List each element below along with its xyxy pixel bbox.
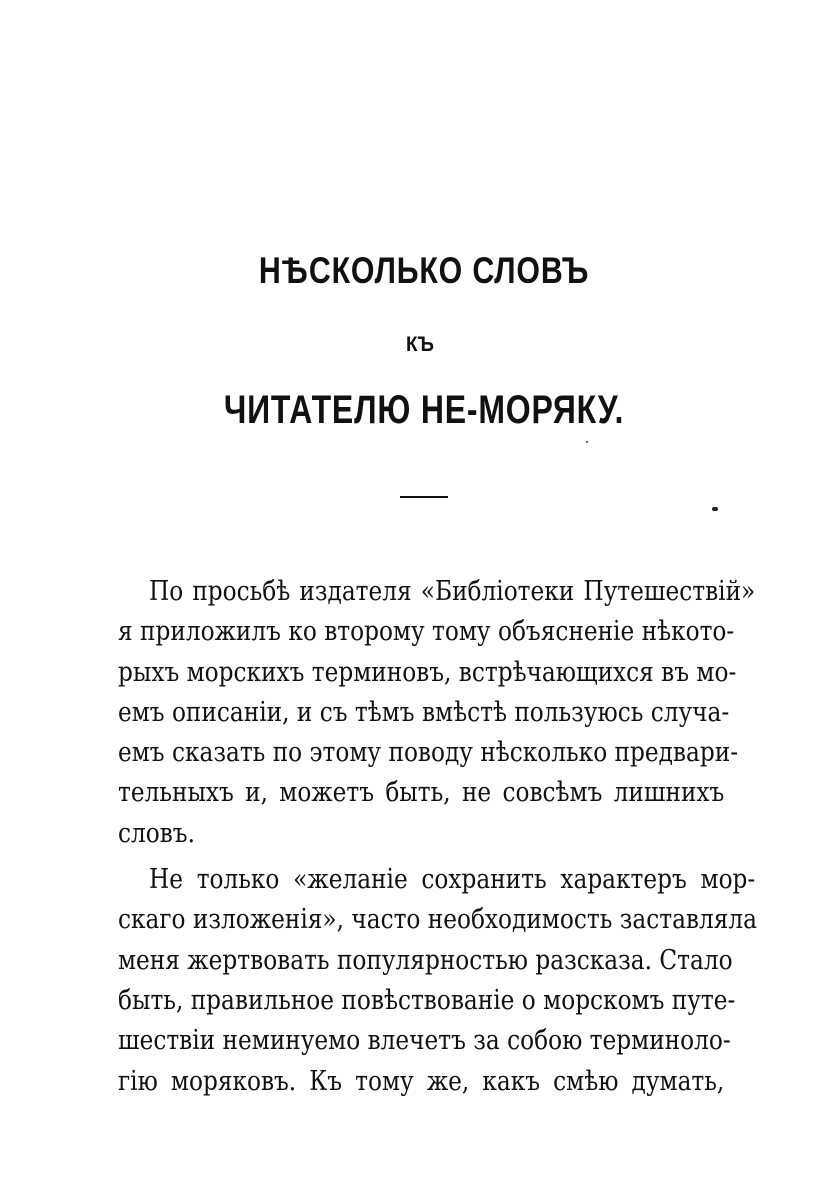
text-line: словъ. (118, 817, 195, 849)
title-line-3: ЧИТАТЕЛЮ НЕ-МОРЯКУ. (223, 388, 625, 432)
paragraph-1 (118, 572, 756, 854)
print-speck (712, 507, 718, 511)
section-divider (400, 496, 448, 498)
paragraph-2 (118, 860, 757, 1102)
text-line: тельныхъ и, можетъ быть, не совсѣмъ лишнихъ (118, 777, 725, 809)
body-text (118, 572, 757, 1102)
text-line: Не только «желаніе сохранить характеръ мор- (148, 864, 756, 896)
text-line: быть, правильное повѣствованіе о морскомъ путе- (118, 984, 736, 1016)
text-line: я приложилъ ко второму тому объясненіе нѣкото- (118, 616, 735, 648)
print-speck (586, 441, 588, 443)
text-line: гію моряковъ. Къ тому же, какъ смѣю думать, (118, 1065, 725, 1097)
text-line: рыхъ морскихъ терминовъ, встрѣчающихся въ мо- (118, 656, 737, 688)
text-line: емъ сказать по этому поводу нѣсколько предвари- (118, 737, 739, 769)
text-line: емъ описаніи, и съ тѣмъ вмѣстѣ пользуюсь случа- (118, 696, 730, 728)
text-line: меня жертвовать популярностью разсказа. Стало (118, 944, 733, 976)
text-line: шествіи неминуемо влечетъ за собою терминоло- (118, 1025, 731, 1057)
text-line: По просьбѣ издателя «Библіотеки Путешествій» (148, 576, 756, 607)
text-line: скаго изложенія», часто необходимость заставляла (118, 904, 757, 936)
title-line-1: НѢСКОЛЬКО СЛОВЪ (258, 250, 590, 291)
title-line-2: КЪ (406, 333, 434, 356)
